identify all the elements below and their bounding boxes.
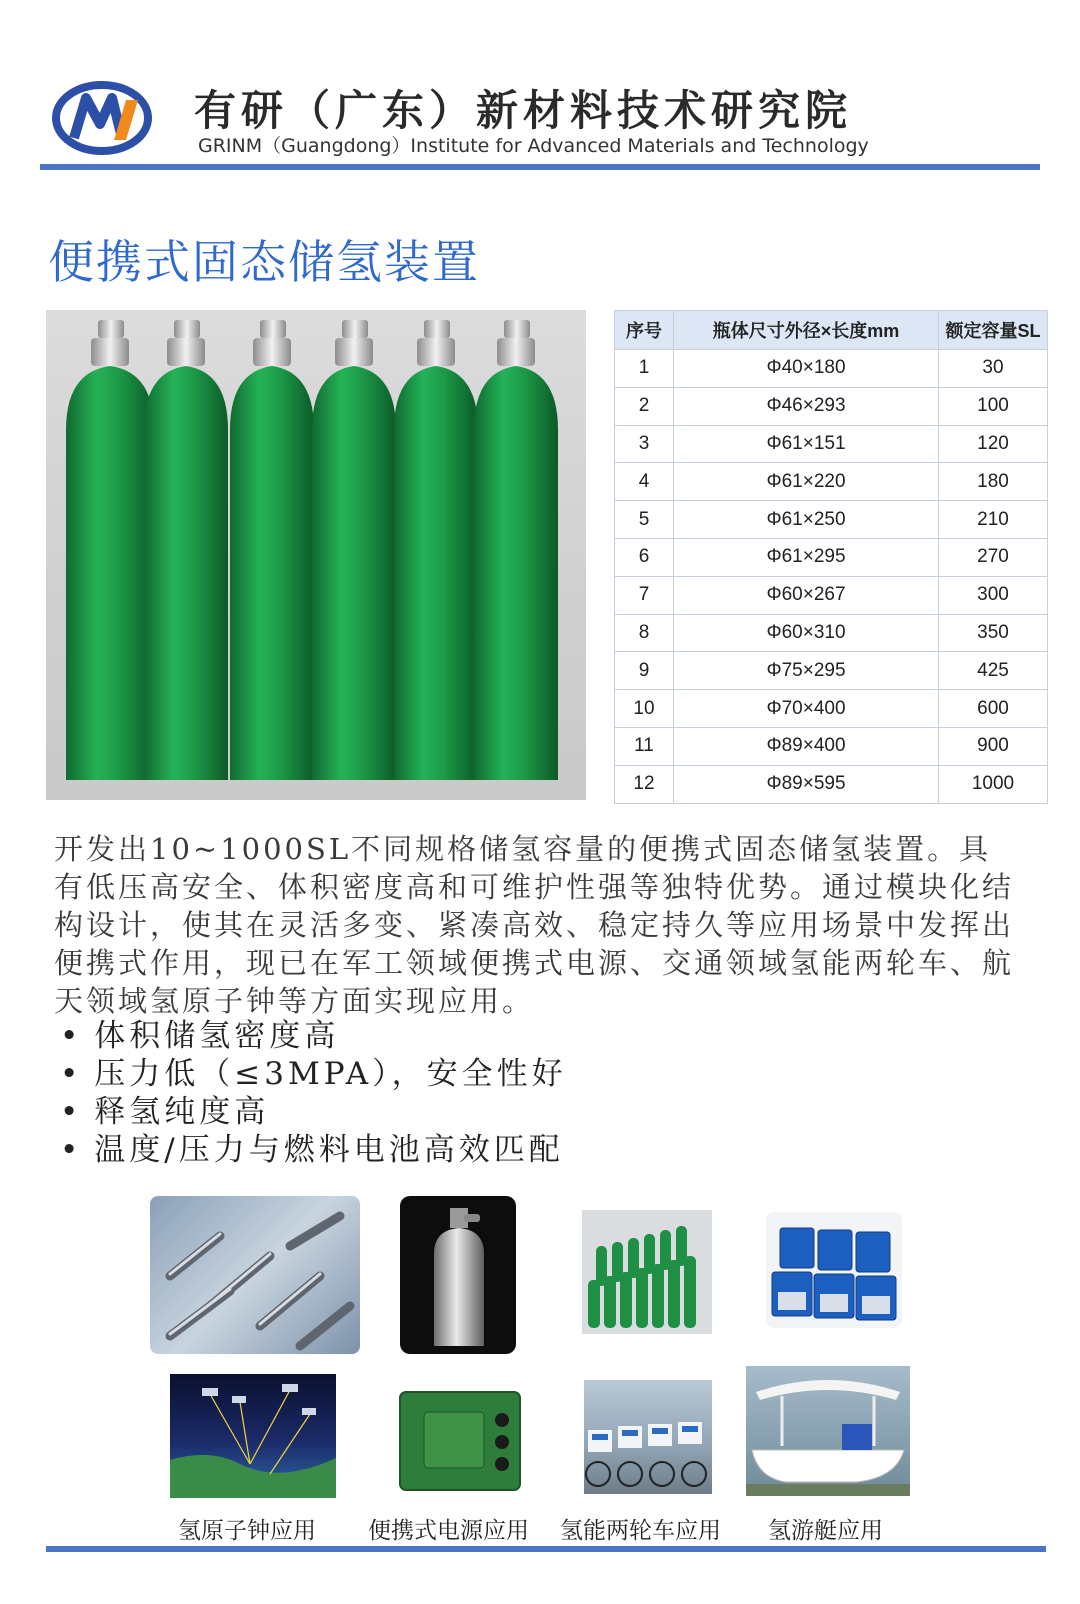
cylinder-1 [66,320,154,780]
feature-item: • 压力低（≤3MPA），安全性好 [60,1055,567,1093]
portable-power-unit-photo [396,1386,524,1496]
feature-item: • 释氢纯度高 [60,1093,567,1131]
cell-capacity: 600 [939,690,1048,728]
caption-hydrogen-bike: 氢能两轮车应用 [560,1518,721,1544]
cell-size: Φ75×295 [674,652,939,690]
cell-size: Φ89×400 [674,727,939,765]
spec-table [614,310,1048,804]
cell-index: 7 [615,576,674,614]
cylinder-3 [230,320,314,780]
aluminum-cylinder-photo [400,1196,516,1354]
cell-capacity: 120 [939,425,1048,463]
feature-item: • 温度/压力与燃料电池高效匹配 [60,1131,567,1169]
cell-capacity: 300 [939,576,1048,614]
cell-index: 10 [615,690,674,728]
cell-index: 8 [615,614,674,652]
table-row [615,614,1048,652]
cell-size: Φ61×220 [674,463,939,501]
feature-list [60,1017,567,1169]
caption-hydrogen-yacht: 氢游艇应用 [768,1518,883,1544]
cell-index: 2 [615,387,674,425]
metal-hydride-canisters-photo [150,1196,360,1354]
cell-index: 4 [615,463,674,501]
cylinder-5 [394,320,478,780]
header-divider [40,164,1040,170]
cell-index: 6 [615,538,674,576]
cell-size: Φ60×267 [674,576,939,614]
caption-portable-power: 便携式电源应用 [368,1518,529,1544]
feature-item: • 体积储氢密度高 [60,1017,567,1055]
cell-index: 5 [615,501,674,539]
org-name-cn: 有研（广东）新材料技术研究院 [194,86,853,135]
cell-size: Φ60×310 [674,614,939,652]
blue-power-modules-photo [766,1212,902,1328]
cell-capacity: 210 [939,501,1048,539]
cell-capacity: 350 [939,614,1048,652]
cell-index: 3 [615,425,674,463]
table-row [615,576,1048,614]
cylinder-2 [144,320,228,780]
org-name-en: GRINM（Guangdong）Institute for Advanced Materials and Technology [198,135,869,157]
cell-capacity: 900 [939,727,1048,765]
cell-index: 1 [615,350,674,388]
cell-size: Φ89×595 [674,765,939,803]
table-header-row [615,311,1048,350]
table-row [615,501,1048,539]
column-header-size: 瓶体尺寸外径×长度mm [674,311,939,350]
table-row [615,727,1048,765]
table-row [615,463,1048,501]
satellite-atomic-clock-photo [170,1374,336,1498]
page-title: 便携式固态储氢装置 [48,235,480,289]
table-row [615,765,1048,803]
hydrogen-yacht-photo [746,1366,910,1496]
table-row [615,387,1048,425]
cell-size: Φ61×250 [674,501,939,539]
table-row [615,350,1048,388]
cell-index: 11 [615,727,674,765]
cell-capacity: 30 [939,350,1048,388]
cell-size: Φ61×151 [674,425,939,463]
caption-atomic-clock: 氢原子钟应用 [178,1518,316,1544]
cell-index: 9 [615,652,674,690]
table-row [615,652,1048,690]
cell-index: 12 [615,765,674,803]
grinm-logo-icon [52,80,152,156]
hydrogen-bikes-photo [584,1380,712,1494]
cylinder-6 [474,320,558,780]
cell-size: Φ46×293 [674,387,939,425]
description-paragraph: 开发出10~1000SL不同规格储氢容量的便携式固态储氢装置。具有低压高安全、体积密度高和可维护性强等独特优势。通过模块化结构设计，使其在灵活多变、紧凑高效、稳定持久等应用场景中发挥出便携式作用，现已在军工领域便携式电源、交通领域氢能两轮车、航天领域氢原子钟等方面实现应用。 [54,832,1015,1018]
cell-capacity: 1000 [939,765,1048,803]
cell-capacity: 270 [939,538,1048,576]
cell-size: Φ70×400 [674,690,939,728]
cell-size: Φ40×180 [674,350,939,388]
cell-size: Φ61×295 [674,538,939,576]
cell-capacity: 180 [939,463,1048,501]
column-header-capacity: 额定容量SL [939,311,1048,350]
cylinder-4 [312,320,396,780]
cell-capacity: 100 [939,387,1048,425]
column-header-index: 序号 [615,311,674,350]
green-cylinder-array-photo [582,1210,712,1334]
table-row [615,690,1048,728]
footer-divider [46,1546,1046,1552]
green-hydrogen-cylinders-photo [46,310,586,800]
cell-capacity: 425 [939,652,1048,690]
table-row [615,425,1048,463]
table-row [615,538,1048,576]
